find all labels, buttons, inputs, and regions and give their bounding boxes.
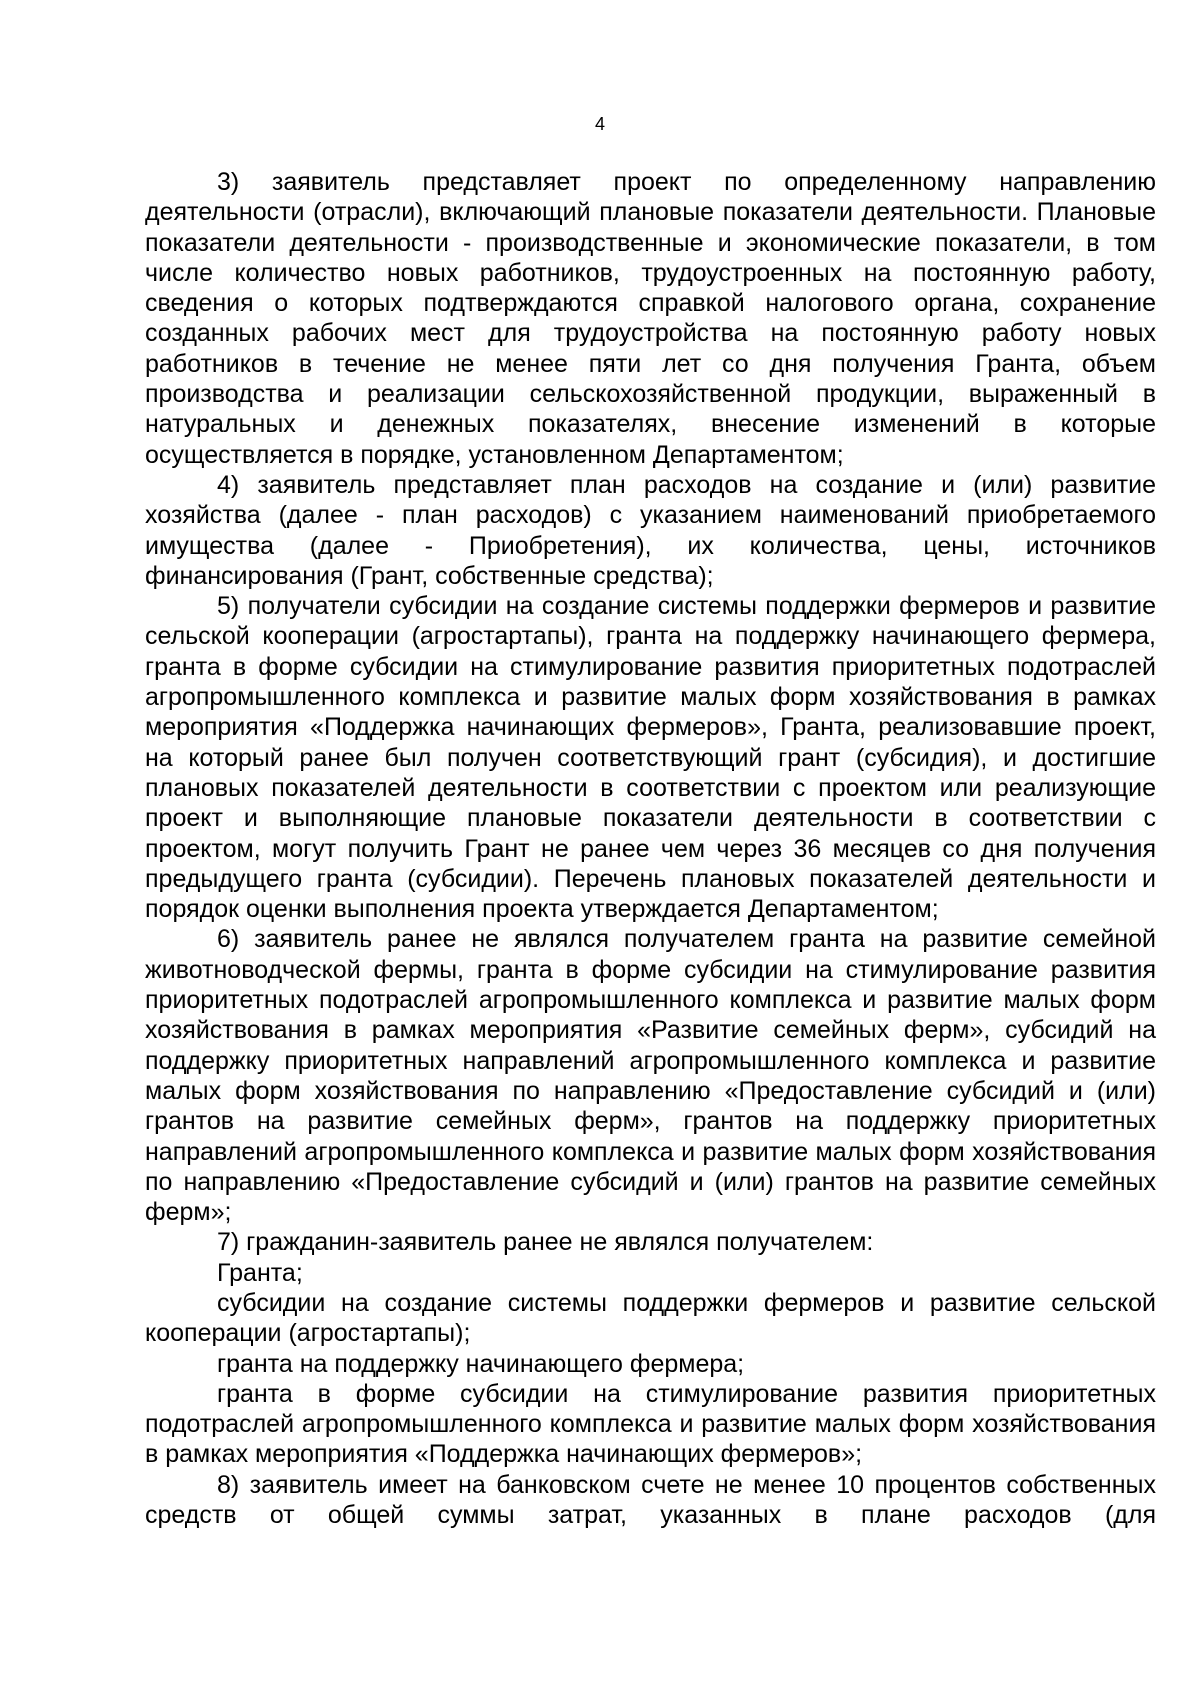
paragraph-item-7-agrostartup: субсидии на создание системы поддержки фермеров и развитие сельской кооперации (агростартапы); — [145, 1288, 1156, 1348]
page-number: 4 — [594, 114, 605, 134]
paragraph-item-3: 3) заявитель представляет проект по определенному направлению деятельности (отрасли), включающий плановые показатели деятельности. Плановые показатели деятельности - производственные и экономические показатели, в том числе количество новых работников, трудоустроенных на постоянную работу, сведения о которых подтверждаются справкой налогового органа, сохранение созданных рабочих мест для трудоустройства на постоянную работу новых работников в течение не менее пяти лет со дня получения Гранта, объем производства и реализации сельскохозяйственной продукции, выраженный в натуральных и денежных показателях, внесение изменений в которые осуществляется в порядке, установленном Департаментом; — [145, 168, 1156, 469]
paragraph-item-4: 4) заявитель представляет план расходов на создание и (или) развитие хозяйства (далее - план расходов) с указанием наименований приобретаемого имущества (далее - Приобретения), их количества, цены, источников финансирования (Грант, собственные средства); — [145, 470, 1156, 590]
paragraph-item-7-beginning-farmer: гранта на поддержку начинающего фермера; — [217, 1349, 745, 1378]
paragraph-item-7-grant: Гранта; — [217, 1258, 303, 1287]
paragraph-item-8: 8) заявитель имеет на банковском счете не менее 10 процентов собственных средств от общей суммы затрат, указанных в плане расходов (для — [145, 1470, 1156, 1530]
paragraph-item-6: 6) заявитель ранее не являлся получателем гранта на развитие семейной животноводческой фермы, гранта в форме субсидии на стимулирование развития приоритетных подотраслей агропромышленного комплекса и развитие малых форм хозяйствования в рамках мероприятия «Развитие семейных ферм», субсидий на поддержку приоритетных направлений агропромышленного комплекса и развитие малых форм хозяйствования по направлению «Предоставление субсидий и (или) грантов на развитие семейных ферм», грантов на поддержку приоритетных направлений агропромышленного комплекса и развитие малых форм хозяйствования по направлению «Предоставление субсидий и (или) грантов на развитие семейных ферм»; — [145, 925, 1156, 1227]
paragraph-item-7: 7) гражданин-заявитель ранее не являлся получателем: — [217, 1228, 874, 1257]
paragraph-item-7-subsidy-form: гранта в форме субсидии на стимулирование развития приоритетных подотраслей агропромышленного комплекса и развитие малых форм хозяйствования в рамках мероприятия «Поддержка начинающих фермеров»; — [145, 1379, 1156, 1469]
document-body — [145, 167, 1156, 1530]
paragraph-item-5: 5) получатели субсидии на создание системы поддержки фермеров и развитие сельской кооперации (агростартапы), гранта на поддержку начинающего фермера, гранта в форме субсидии на стимулирование развития приоритетных подотраслей агропромышленного комплекса и развитие малых форм хозяйствования в рамках мероприятия «Поддержка начинающих фермеров», Гранта, реализовавшие проект, на который ранее был получен соответствующий грант (субсидия), и достигшие плановых показателей деятельности в соответствии с проектом или реализующие проект и выполняющие плановые показатели деятельности в соответствии с проектом, могут получить Грант не ранее чем через 36 месяцев со дня получения предыдущего гранта (субсидии). Перечень плановых показателей деятельности и порядок оценки выполнения проекта утверждается Департаментом; — [145, 592, 1156, 924]
